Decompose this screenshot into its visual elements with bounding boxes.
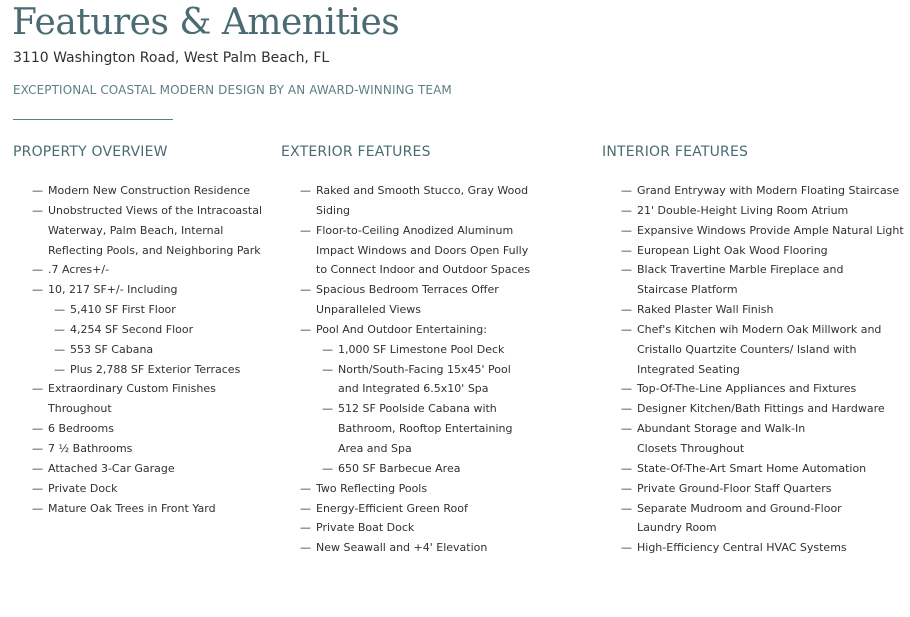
feature-item-continuation	[602, 518, 904, 538]
feature-item	[281, 499, 530, 519]
column-exterior-features	[281, 143, 530, 558]
feature-item	[602, 419, 904, 439]
feature-text: 512 SF Poolside Cabana with	[338, 402, 497, 416]
feature-item	[281, 518, 530, 538]
feature-item	[13, 379, 262, 399]
feature-item	[13, 340, 262, 360]
feature-text: 650 SF Barbecue Area	[338, 461, 461, 475]
divider-rule	[13, 119, 173, 120]
feature-text: to Connect Indoor and Outdoor Spaces	[316, 263, 531, 277]
dash-bullet-icon: —	[621, 481, 632, 495]
dash-bullet-icon: —	[322, 461, 333, 475]
dash-bullet-icon: —	[32, 461, 43, 475]
feature-text: New Seawall and +4' Elevation	[316, 541, 488, 555]
feature-list	[602, 181, 904, 558]
feature-item-continuation	[602, 439, 904, 459]
dash-bullet-icon: —	[32, 501, 43, 515]
feature-text: Unparalleled Views	[316, 303, 422, 317]
feature-text: Bathroom, Rooftop Entertaining	[338, 422, 513, 436]
feature-item-continuation	[13, 221, 262, 241]
feature-item	[13, 419, 262, 439]
feature-text: Plus 2,788 SF Exterior Terraces	[70, 362, 241, 376]
dash-bullet-icon: —	[621, 263, 632, 277]
feature-text: State-Of-The-Art Smart Home Automation	[637, 461, 867, 475]
feature-text: Raked Plaster Wall Finish	[637, 303, 774, 317]
feature-text: Unobstructed Views of the Intracoastal	[48, 203, 263, 217]
feature-text: Spacious Bedroom Terraces Offer	[316, 283, 499, 297]
dash-bullet-icon: —	[300, 223, 311, 237]
feature-text: High-Efficiency Central HVAC Systems	[637, 541, 847, 555]
feature-item	[13, 499, 262, 519]
feature-item	[13, 360, 262, 380]
feature-item	[281, 340, 530, 360]
dash-bullet-icon: —	[32, 481, 43, 495]
dash-bullet-icon: —	[621, 382, 632, 396]
feature-item	[13, 459, 262, 479]
dash-bullet-icon: —	[322, 402, 333, 416]
feature-text: 553 SF Cabana	[70, 342, 154, 356]
feature-text: Cristallo Quartzite Counters/ Island with	[637, 342, 857, 356]
feature-item-continuation	[281, 300, 530, 320]
feature-text: Attached 3-Car Garage	[48, 461, 175, 475]
feature-item	[602, 221, 904, 241]
dash-bullet-icon: —	[300, 521, 311, 535]
feature-text: and Integrated 6.5x10' Spa	[338, 382, 489, 396]
feature-item	[13, 439, 262, 459]
feature-text: Private Dock	[48, 481, 118, 495]
dash-bullet-icon: —	[300, 541, 311, 555]
feature-item-continuation	[13, 241, 262, 261]
feature-item	[602, 499, 904, 519]
dash-bullet-icon: —	[621, 223, 632, 237]
feature-item	[281, 479, 530, 499]
feature-item	[13, 280, 262, 300]
feature-text: Separate Mudroom and Ground-Floor	[637, 501, 842, 515]
feature-item	[13, 300, 262, 320]
feature-item	[602, 201, 904, 221]
feature-text: Reflecting Pools, and Neighboring Park	[48, 243, 261, 257]
feature-item	[281, 399, 530, 419]
dash-bullet-icon: —	[54, 322, 65, 336]
feature-text: 10, 217 SF+/- Including	[48, 283, 178, 297]
column-heading: PROPERTY OVERVIEW	[13, 144, 168, 160]
feature-item	[13, 320, 262, 340]
feature-item-continuation	[281, 241, 530, 261]
page-title: Features & Amenities	[12, 2, 400, 43]
feature-text: Waterway, Palm Beach, Internal	[48, 223, 224, 237]
column-heading: EXTERIOR FEATURES	[281, 144, 431, 160]
feature-item	[602, 320, 904, 340]
dash-bullet-icon: —	[621, 322, 632, 336]
feature-text: 4,254 SF Second Floor	[70, 322, 194, 336]
feature-text: Two Reflecting Pools	[316, 481, 428, 495]
dash-bullet-icon: —	[32, 203, 43, 217]
feature-item-continuation	[602, 360, 904, 380]
feature-list	[281, 181, 530, 558]
feature-item	[602, 260, 904, 280]
feature-text: Expansive Windows Provide Ample Natural Light	[637, 223, 904, 237]
feature-text: Area and Spa	[338, 441, 412, 455]
feature-item	[281, 221, 530, 241]
tagline: EXCEPTIONAL COASTAL MODERN DESIGN BY AN AWARD-WINNING TEAM	[13, 83, 452, 97]
feature-item	[602, 181, 904, 201]
property-address: 3110 Washington Road, West Palm Beach, FL	[13, 50, 330, 66]
dash-bullet-icon: —	[32, 283, 43, 297]
column-interior-features	[602, 143, 904, 558]
feature-text: Extraordinary Custom Finishes	[48, 382, 216, 396]
dash-bullet-icon: —	[621, 303, 632, 317]
feature-item	[281, 459, 530, 479]
feature-text: European Light Oak Wood Flooring	[637, 243, 828, 257]
feature-item-continuation	[602, 280, 904, 300]
feature-text: Private Ground-Floor Staff Quarters	[637, 481, 832, 495]
dash-bullet-icon: —	[300, 184, 311, 197]
column-heading: INTERIOR FEATURES	[602, 144, 749, 160]
dash-bullet-icon: —	[300, 481, 311, 495]
feature-text: Integrated Seating	[637, 362, 740, 376]
feature-text: 5,410 SF First Floor	[70, 303, 176, 317]
feature-item	[602, 300, 904, 320]
feature-item	[602, 459, 904, 479]
dash-bullet-icon: —	[300, 283, 311, 297]
dash-bullet-icon: —	[621, 501, 632, 515]
feature-text: Abundant Storage and Walk-In	[637, 422, 806, 436]
feature-item-continuation	[13, 399, 262, 419]
feature-text: 7 ½ Bathrooms	[48, 441, 133, 455]
feature-text: Chef's Kitchen wih Modern Oak Millwork and	[637, 322, 882, 336]
feature-item	[281, 360, 530, 380]
feature-item	[602, 241, 904, 261]
feature-text: Pool And Outdoor Entertaining:	[316, 322, 487, 336]
feature-item	[602, 479, 904, 499]
dash-bullet-icon: —	[621, 243, 632, 257]
feature-text: Impact Windows and Doors Open Fully	[316, 243, 529, 257]
feature-text: Mature Oak Trees in Front Yard	[48, 501, 216, 515]
feature-item-continuation	[281, 260, 530, 280]
dash-bullet-icon: —	[621, 184, 632, 197]
feature-item-continuation	[281, 379, 530, 399]
dash-bullet-icon: —	[32, 184, 43, 197]
feature-text: Throughout	[48, 402, 112, 416]
feature-item	[13, 201, 262, 221]
feature-text: 6 Bedrooms	[48, 422, 114, 436]
dash-bullet-icon: —	[32, 422, 43, 436]
feature-text: Top-Of-The-Line Appliances and Fixtures	[637, 382, 857, 396]
dash-bullet-icon: —	[300, 322, 311, 336]
dash-bullet-icon: —	[621, 461, 632, 475]
feature-item-continuation	[281, 419, 530, 439]
feature-list	[13, 181, 262, 518]
feature-item	[13, 260, 262, 280]
feature-text: 21' Double-Height Living Room Atrium	[637, 203, 849, 217]
dash-bullet-icon: —	[54, 362, 65, 376]
feature-item-continuation	[281, 439, 530, 459]
feature-item	[281, 320, 530, 340]
feature-text: Designer Kitchen/Bath Fittings and Hardware	[637, 402, 885, 416]
feature-text: Raked and Smooth Stucco, Gray Wood	[316, 184, 529, 197]
dash-bullet-icon: —	[621, 541, 632, 555]
dash-bullet-icon: —	[54, 303, 65, 317]
dash-bullet-icon: —	[32, 441, 43, 455]
dash-bullet-icon: —	[32, 382, 43, 396]
feature-item	[13, 181, 262, 201]
dash-bullet-icon: —	[621, 402, 632, 416]
feature-item	[281, 538, 530, 558]
feature-text: Floor-to-Ceiling Anodized Aluminum	[316, 223, 514, 237]
feature-item	[602, 399, 904, 419]
feature-text: Grand Entryway with Modern Floating Staircase	[637, 184, 900, 197]
feature-text: 1,000 SF Limestone Pool Deck	[338, 342, 505, 356]
feature-text: North/South-Facing 15x45' Pool	[338, 362, 511, 376]
feature-item	[602, 538, 904, 558]
feature-text: Private Boat Dock	[316, 521, 415, 535]
feature-item	[602, 379, 904, 399]
feature-item	[281, 280, 530, 300]
dash-bullet-icon: —	[54, 342, 65, 356]
feature-item-continuation	[602, 340, 904, 360]
column-property-overview	[13, 143, 262, 518]
feature-item	[13, 479, 262, 499]
dash-bullet-icon: —	[621, 203, 632, 217]
feature-item-continuation	[281, 201, 530, 221]
feature-text: .7 Acres+/-	[48, 263, 110, 277]
feature-text: Staircase Platform	[637, 283, 738, 297]
dash-bullet-icon: —	[621, 422, 632, 436]
feature-text: Black Travertine Marble Fireplace and	[637, 263, 844, 277]
feature-text: Modern New Construction Residence	[48, 184, 251, 197]
dash-bullet-icon: —	[32, 263, 43, 277]
dash-bullet-icon: —	[322, 342, 333, 356]
dash-bullet-icon: —	[300, 501, 311, 515]
feature-text: Closets Throughout	[637, 441, 745, 455]
dash-bullet-icon: —	[322, 362, 333, 376]
feature-text: Siding	[316, 203, 351, 217]
feature-item	[281, 181, 530, 201]
feature-text: Energy-Efficient Green Roof	[316, 501, 468, 515]
feature-text: Laundry Room	[637, 521, 717, 535]
